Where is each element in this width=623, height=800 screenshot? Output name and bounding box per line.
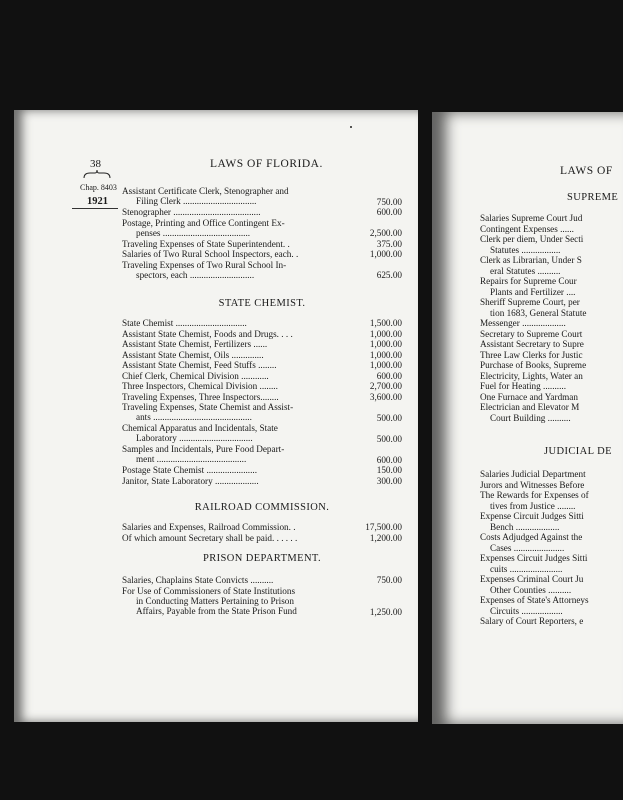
budget-item-label: spectors, each ............................ bbox=[136, 269, 255, 280]
year-note: 1921 bbox=[87, 196, 108, 207]
right-page-line: Expenses Criminal Court Ju bbox=[480, 574, 584, 584]
budget-item-amount: 600.00 bbox=[376, 370, 402, 381]
budget-item-amount: 1,500.00 bbox=[369, 318, 402, 328]
budget-item-label: Stenographer ...................................... bbox=[122, 207, 261, 217]
budget-item-amount: 2,700.00 bbox=[369, 381, 402, 391]
budget-item-amount: 1,000.00 bbox=[369, 249, 402, 259]
budget-item-label: Traveling Expenses, State Chemist and Assist- bbox=[122, 402, 294, 412]
budget-row bbox=[122, 392, 402, 402]
chapter-brace-icon bbox=[82, 170, 112, 180]
budget-row bbox=[122, 371, 402, 381]
budget-item-label: ment ....................................... bbox=[136, 454, 247, 464]
budget-row bbox=[122, 423, 402, 443]
budget-item-label: Assistant Certificate Clerk, Stenographer and bbox=[122, 186, 289, 196]
budget-row bbox=[122, 318, 402, 328]
left-page bbox=[14, 110, 418, 722]
budget-row bbox=[122, 249, 402, 259]
budget-item-label: Laboratory ................................ bbox=[136, 433, 253, 443]
budget-item-label: Traveling Expenses, Three Inspectors........ bbox=[122, 391, 279, 402]
right-page-line: tives from Justice ........ bbox=[490, 500, 576, 511]
budget-item-amount: 300.00 bbox=[376, 475, 402, 486]
budget-row bbox=[122, 476, 402, 486]
right-page-line: cuits ....................... bbox=[490, 563, 563, 574]
budget-item-label: Of which amount Secretary shall be paid. . . . . . bbox=[122, 532, 298, 543]
budget-item-amount: 1,000.00 bbox=[369, 328, 402, 339]
right-page-line: Sheriff Supreme Court, per bbox=[480, 297, 580, 307]
budget-item-label: Three Inspectors, Chemical Division ........ bbox=[122, 381, 278, 391]
budget-item-amount: 600.00 bbox=[376, 207, 402, 217]
right-page-line: Expenses of State's Attorneys bbox=[480, 595, 589, 605]
budget-item-amount: 2,500.00 bbox=[369, 228, 402, 238]
budget-item-amount: 17,500.00 bbox=[365, 522, 402, 532]
page-number: 38 bbox=[90, 158, 101, 170]
budget-item-amount: 1,200.00 bbox=[369, 532, 402, 543]
budget-row bbox=[122, 465, 402, 475]
right-page-line: Secretary to Supreme Court bbox=[480, 328, 583, 339]
right-page-line: Bench ................... bbox=[490, 521, 560, 532]
right-page-line: Electricity, Lights, Water an bbox=[480, 370, 583, 381]
budget-row bbox=[122, 522, 402, 532]
budget-item-amount: 750.00 bbox=[376, 196, 402, 207]
right-page-line: Repairs for Supreme Cour bbox=[480, 276, 577, 286]
right-page-line: Messenger ................... bbox=[480, 318, 566, 328]
budget-row bbox=[122, 329, 402, 339]
budget-item-label: Assistant State Chemist, Foods and Drugs. . . . bbox=[122, 328, 293, 339]
budget-item-label: Assistant State Chemist, Feed Stuffs ........ bbox=[122, 360, 277, 370]
right-page-line: Statutes ................. bbox=[490, 244, 561, 255]
supreme-title: SUPREME bbox=[567, 192, 619, 203]
budget-item-label: ants ........................................... bbox=[136, 412, 252, 422]
right-page-line: Jurors and Witnesses Before bbox=[480, 479, 585, 490]
budget-row bbox=[122, 260, 402, 280]
right-page-line: Clerk as Librarian, Under S bbox=[480, 255, 582, 265]
budget-item-amount: 150.00 bbox=[376, 465, 402, 475]
budget-item-label: Chemical Apparatus and Incidentals, State bbox=[122, 423, 278, 433]
page-header: LAWS OF FLORIDA. bbox=[210, 158, 323, 170]
chapter-note: Chap. 8403 bbox=[80, 183, 117, 192]
right-page-line: Salaries Supreme Court Jud bbox=[480, 213, 583, 223]
right-page bbox=[432, 112, 623, 724]
right-page-line: Fuel for Heating .......... bbox=[480, 381, 566, 391]
budget-item-amount: 500.00 bbox=[376, 412, 402, 423]
budget-item-label: Filing Clerk ................................ bbox=[136, 196, 257, 206]
right-page-line: Costs Adjudged Against the bbox=[480, 532, 583, 542]
budget-item-amount: 750.00 bbox=[376, 575, 402, 585]
budget-row bbox=[122, 381, 402, 391]
budget-item-label: Salaries of Two Rural School Inspectors, each. . bbox=[122, 249, 299, 259]
right-page-line: Expenses Circuit Judges Sitti bbox=[480, 553, 588, 563]
budget-row bbox=[122, 533, 402, 543]
budget-row bbox=[122, 402, 402, 422]
budget-item-amount: 1,250.00 bbox=[369, 606, 402, 617]
right-page-line: Expense Circuit Judges Sitti bbox=[480, 511, 584, 521]
right-page-line: Clerk per diem, Under Secti bbox=[480, 234, 584, 244]
right-page-line: Court Building .......... bbox=[490, 412, 571, 423]
right-page-line: The Rewards for Expenses of bbox=[480, 490, 589, 500]
budget-item-amount: 1,000.00 bbox=[369, 349, 402, 360]
budget-item-label: For Use of Commissioners of State Institutions bbox=[122, 585, 296, 596]
right-page-line: Salary of Court Reporters, e bbox=[480, 616, 584, 626]
budget-item-label: Traveling Expenses of Two Rural School In- bbox=[122, 259, 287, 270]
right-page-line: One Furnace and Yardman bbox=[480, 391, 578, 402]
budget-item-amount: 375.00 bbox=[376, 238, 402, 249]
budget-item-label: Janitor, State Laboratory ................... bbox=[122, 475, 259, 486]
budget-item-label: Traveling Expenses of State Superintendent. . bbox=[122, 238, 290, 249]
budget-item-label: State Chemist ............................... bbox=[122, 318, 247, 328]
prison-title: PRISON DEPARTMENT. bbox=[202, 553, 321, 564]
budget-item-label: in Conducting Matters Pertaining to Prison bbox=[136, 595, 294, 606]
right-page-line: Salaries Judicial Department bbox=[480, 469, 586, 479]
right-page-line: Other Counties .......... bbox=[490, 584, 572, 595]
budget-row bbox=[122, 360, 402, 370]
budget-row bbox=[122, 586, 402, 616]
right-page-line: Circuits .................. bbox=[490, 605, 563, 616]
right-page-line: Electrician and Elevator M bbox=[480, 402, 580, 412]
budget-item-amount: 3,600.00 bbox=[369, 391, 402, 402]
budget-item-amount: 625.00 bbox=[376, 270, 402, 280]
budget-row bbox=[122, 239, 402, 249]
right-page-line: tion 1683, General Statute bbox=[490, 307, 587, 318]
margin-rule bbox=[72, 208, 118, 209]
budget-item-label: Salaries, Chaplains State Convicts .......... bbox=[122, 575, 274, 585]
budget-row bbox=[122, 350, 402, 360]
budget-item-label: Affairs, Payable from the State Prison Fund bbox=[136, 605, 297, 616]
right-page-line: Three Law Clerks for Justic bbox=[480, 349, 583, 360]
speck-mark bbox=[350, 126, 352, 128]
budget-row bbox=[122, 575, 402, 585]
budget-row bbox=[122, 218, 402, 238]
right-page-line: Cases ...................... bbox=[490, 542, 565, 553]
judicial-title: JUDICIAL DE bbox=[544, 446, 612, 457]
railroad-title: RAILROAD COMMISSION. bbox=[194, 502, 330, 513]
budget-item-label: Samples and Incidentals, Pure Food Depart- bbox=[122, 444, 285, 454]
budget-item-label: Salaries and Expenses, Railroad Commission. . bbox=[122, 522, 296, 532]
right-page-line: Assistant Secretary to Supre bbox=[480, 339, 584, 349]
budget-item-amount: 1,000.00 bbox=[369, 360, 402, 370]
right-page-line: Plants and Fertilizer .... bbox=[490, 286, 576, 297]
state-chemist-title: STATE CHEMIST. bbox=[218, 298, 306, 309]
right-header: LAWS OF bbox=[560, 165, 613, 177]
budget-row bbox=[122, 186, 402, 206]
budget-item-amount: 600.00 bbox=[376, 454, 402, 465]
right-page-line: eral Statutes .......... bbox=[490, 265, 561, 276]
budget-item-label: penses ...................................... bbox=[136, 227, 251, 238]
budget-item-label: Assistant State Chemist, Fertilizers ...... bbox=[122, 339, 268, 349]
budget-row bbox=[122, 444, 402, 464]
budget-item-label: Chief Clerk, Chemical Division ............ bbox=[122, 370, 269, 381]
budget-item-amount: 500.00 bbox=[376, 433, 402, 444]
budget-item-label: Assistant State Chemist, Oils .............. bbox=[122, 349, 264, 360]
budget-item-label: Postage, Printing and Office Contingent Ex- bbox=[122, 217, 285, 228]
budget-row bbox=[122, 339, 402, 349]
budget-item-amount: 1,000.00 bbox=[369, 339, 402, 349]
right-page-line: Purchase of Books, Supreme bbox=[480, 360, 587, 370]
budget-item-label: Postage State Chemist ...................... bbox=[122, 465, 257, 475]
budget-row bbox=[122, 207, 402, 217]
right-page-line: Contingent Expenses ...... bbox=[480, 223, 574, 234]
